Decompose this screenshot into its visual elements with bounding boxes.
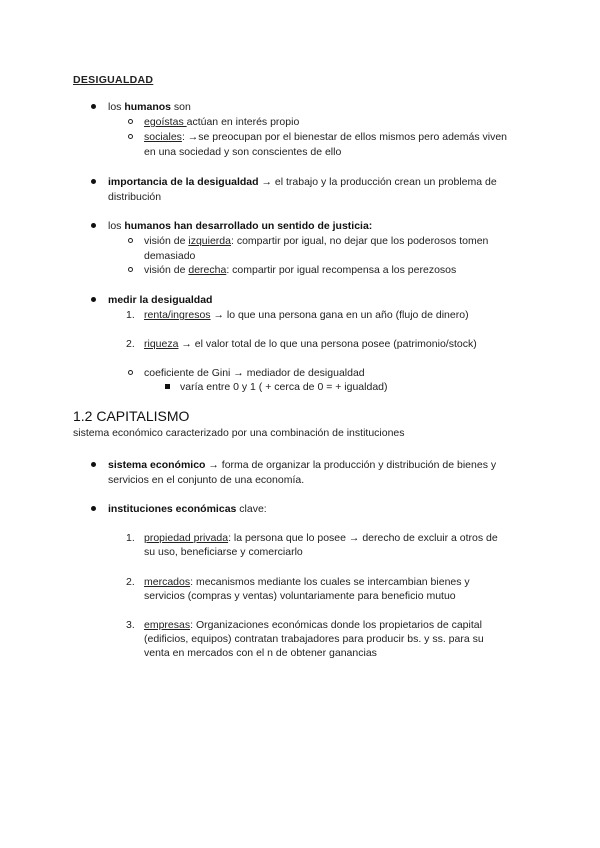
list-item-renta: renta/ingresos → lo que una persona gana en un año (flujo de dinero) [144,309,469,321]
list-item-empresas-cont2: venta en mercados con el n de obtener ganancias [144,647,377,659]
list-item-sociales: sociales: →se preocupan por el bienestar de ellos mismos pero además viven [144,131,508,143]
list-item-sistema-cont: servicios en el conjunto de una economía. [108,474,305,486]
bullet-icon [91,223,96,228]
list-item-mercados: mercados: mecanismos mediante los cuales se intercambian bienes y [144,576,470,588]
list-number: 1. [126,532,135,544]
list-item-propiedad-cont: su uso, beneficiarse y comerciarlo [144,546,303,558]
list-item-humanos: los humanos son [108,101,191,113]
list-number: 1. [126,309,135,321]
list-item-gini-range: varía entre 0 y 1 ( + cerca de 0 = + igualdad) [180,381,388,393]
list-item-justicia: los humanos han desarrollado un sentido de justicia: [108,220,373,232]
list-item-instituciones: instituciones económicas clave: [108,503,267,515]
section-heading: 1.2 CAPITALISMO [73,408,190,424]
list-number: 2. [126,338,135,350]
circle-bullet-icon [128,134,133,139]
list-item-izquierda: visión de izquierda: compartir por igual, no dejar que los poderosos tomen [144,235,489,247]
list-item-medir: medir la desigualdad [108,294,213,306]
bullet-icon [91,462,96,467]
list-item-empresas-cont: (edificios, equipos) contratan trabajadores para producir bs. y ss. para su [144,633,484,645]
square-bullet-icon [165,384,170,389]
list-item-importancia: importancia de la desigualdad → el trabajo y la producción crean un problema de [108,176,497,188]
list-item-izquierda-cont: demasiado [144,250,196,262]
list-item-derecha: visión de derecha: compartir por igual recompensa a los perezosos [144,264,457,276]
circle-bullet-icon [128,119,133,124]
bullet-icon [91,179,96,184]
list-item-riqueza: riqueza → el valor total de lo que una persona posee (patrimonio/stock) [144,338,477,350]
list-item-sociales-cont: en una sociedad y son conscientes de ello [144,146,342,158]
list-item-gini: coeficiente de Gini → mediador de desigualdad [144,367,365,379]
list-item-sistema: sistema económico → forma de organizar la producción y distribución de bienes y [108,459,497,471]
list-number: 3. [126,619,135,631]
list-item-mercados-cont: servicios (compras y ventas) voluntariamente para beneficio mutuo [144,590,456,602]
circle-bullet-icon [128,267,133,272]
circle-bullet-icon [128,370,133,375]
list-number: 2. [126,576,135,588]
list-item-propiedad: propiedad privada: la persona que lo posee → derecho de excluir a otros de [144,532,498,544]
list-item-egoistas: egoístas actúan en interés propio [144,116,300,128]
bullet-icon [91,506,96,511]
list-item-importancia-cont: distribución [108,191,162,203]
list-item-empresas: empresas: Organizaciones económicas donde los propietarios de capital [144,619,482,631]
page-title: DESIGUALDAD [73,74,154,86]
circle-bullet-icon [128,238,133,243]
section-intro: sistema económico caracterizado por una combinación de instituciones [73,427,405,439]
bullet-icon [91,104,96,109]
bullet-icon [91,297,96,302]
